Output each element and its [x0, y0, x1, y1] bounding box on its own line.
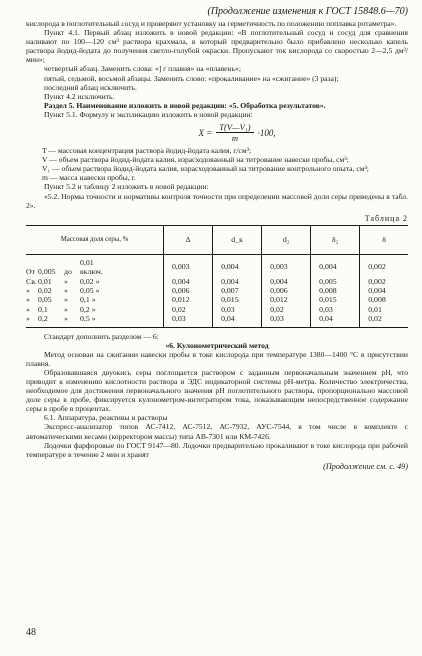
range-part-c: » — [64, 285, 68, 295]
formula-fraction — [216, 122, 253, 143]
range-part-b: 0,2 — [38, 314, 48, 324]
table-header-d2: d₂ — [262, 225, 311, 254]
paragraph-item-5-2: Пункт 5.2 и таблицу 2 изложить в новой редакции: — [44, 182, 209, 192]
table-cell-value: 0,02 — [360, 314, 408, 327]
formula — [66, 122, 408, 143]
range-part-c: » — [64, 314, 68, 324]
paragraph-analyzer: Экспресс-анализатор типов АС-7412, АС-7512, АС-7932, АУС-7544, в том числе в комплекте с автоматическими весами (корректором массы) типа АВ-7301 или КМ-7426. — [26, 422, 408, 441]
range-part-b: 0,1 — [38, 304, 48, 314]
definition-t: T — массовая концентрация раствора йодид-йодата калия, г/см³; — [42, 146, 252, 156]
table-cell-value: 0,008 — [311, 286, 360, 295]
table-cell-value: 0,004 — [311, 254, 360, 276]
table-cell-range — [26, 314, 164, 327]
paragraph-item-5-2-text: «5.2. Нормы точности и нормативы контроля точности при определении массовой доли серы приведены в табл. 2». — [26, 191, 408, 210]
range-part-c: до — [64, 267, 72, 277]
table-cell-value: 0,004 — [213, 277, 262, 286]
range-part-a: » — [26, 295, 30, 305]
range-part-c: » — [64, 276, 68, 286]
table-cell-value: 0,005 — [311, 277, 360, 286]
continuation-note: (Продолжение см. с. 49) — [323, 461, 408, 471]
range-part-c: » — [64, 295, 68, 305]
table-cell-value: 0,007 — [213, 286, 262, 295]
table-header-delta2: δ₂ — [311, 225, 360, 254]
table-header-delta-small: δ — [360, 225, 408, 254]
table-cell-value: 0,012 — [164, 295, 213, 304]
table-cell-value: 0,004 — [164, 277, 213, 286]
range-part-a: » — [26, 314, 30, 324]
table-cell-value: 0,002 — [360, 254, 408, 276]
table-cell-value: 0,03 — [164, 314, 213, 327]
table-row — [26, 254, 408, 276]
table-row — [26, 295, 408, 304]
page-header: (Продолжение изменения к ГОСТ 15848.6—70) — [207, 6, 408, 17]
table-cell-value: 0,004 — [262, 277, 311, 286]
table-header-delta: Δ — [164, 225, 213, 254]
paragraph-add-section: Стандарт дополнить разделом — 6: — [44, 331, 159, 341]
table-cell-value: 0,015 — [311, 295, 360, 304]
range-part-b: 0,005 — [38, 267, 56, 277]
table-cell-value: 0,015 — [213, 295, 262, 304]
table-header-mass-fraction: Массовая доля серы, % — [26, 225, 164, 254]
table-cell-value: 0,02 — [164, 305, 213, 314]
formula-definitions — [26, 146, 408, 182]
table-cell-range — [26, 277, 164, 286]
range-part-d: 0,1 » — [80, 295, 96, 305]
paragraph-fifth-abzac: пятый, седьмой, восьмой абзацы. Заменить слово: «прокаливание» на «сжигание» (3 раза); — [44, 73, 339, 83]
range-part-a: Св. — [26, 276, 37, 286]
paragraph-method-description: Образовавшаяся двуокись серы поглощается раствором с заданным первоначальным значением pH, что приводит к изменению кислотности раствора и ЭДС индикаторной системы pH-метра. Количество электричества, необходимое для достижения первоначального значения pH поглотительного раствора, пропорционально массовой доле серы в пробе, фиксируется кулонометром-интегратором тока, показывающим непосредственное содержание серы в пробе в процентах. — [26, 367, 408, 414]
table-cell-value: 0,03 — [262, 314, 311, 327]
range-part-b: 0,05 — [38, 295, 52, 305]
range-part-d: 0,2 » — [80, 304, 96, 314]
table-cell-value: 0,002 — [360, 277, 408, 286]
paragraph-continuation: кислорода в поглотительный сосуд и проверяют установку на герметичность по положению поплавка ротаметра». — [26, 19, 397, 28]
range-part-a: » — [26, 285, 30, 295]
formula-numerator: T(V—V₁) — [216, 122, 253, 133]
range-part-b: 0,01 — [38, 276, 52, 286]
table-cell-value: 0,03 — [213, 305, 262, 314]
table-cell-range — [26, 286, 164, 295]
table-cell-value: 0,004 — [213, 254, 262, 276]
formula-lhs: X = — [198, 127, 213, 138]
paragraph-method: Метод основан на сжигании навески пробы в токе кислорода при температуре 1380—1400 °C в присутствии плавня. — [26, 349, 408, 368]
range-part-d: 0,5 » — [80, 314, 96, 324]
table-cell-value: 0,008 — [360, 295, 408, 304]
range-part-b: 0,02 — [38, 285, 52, 295]
table-row — [26, 314, 408, 327]
paragraph-boats: Лодочки фарфоровые по ГОСТ 9147—80. Лодочки предварительно прокаливают в токе кислорода при рабочей температуре в течение 2 мин и хранят — [26, 440, 408, 459]
range-part-d: 0,02 » — [80, 276, 100, 286]
range-part-d: 0,01 включ. — [80, 257, 103, 277]
definition-m: m — масса навески пробы, г. — [42, 173, 136, 183]
table-cell-range — [26, 305, 164, 314]
formula-denominator: m — [231, 133, 238, 144]
table-cell-value: 0,03 — [311, 305, 360, 314]
paragraph-item-4-1: Пункт 4.1. Первый абзац изложить в новой редакции: «В поглотительный сосуд и сосуд для сравнения наливают по 100—120 см³ раствора крахмала, в который предварительно было прибавлено несколько капель раствора йодид-йодата до получения светло-голубой окраски. Пропускают ток кислорода со скоростью 2—2,5 дм³/мин»; — [26, 28, 408, 65]
table-cell-value: 0,006 — [262, 286, 311, 295]
table-cell-value: 0,003 — [262, 254, 311, 276]
table-cell-range — [26, 254, 164, 276]
table-cell-value: 0,003 — [164, 254, 213, 276]
table-cell-value: 0,006 — [164, 286, 213, 295]
table-row — [26, 305, 408, 314]
section-6-1-title: 6.1. Аппаратура, реактивы и растворы — [44, 413, 168, 423]
page-number: 48 — [26, 627, 36, 638]
section-6-title: «6. Кулонометрический метод — [165, 340, 269, 350]
definition-v: V — объем раствора йодид-йодата калия, израсходованный на титрование навески пробы, см³; — [42, 155, 349, 165]
table-cell-value: 0,012 — [262, 295, 311, 304]
table-cell-value: 0,02 — [262, 305, 311, 314]
table-cell-value: 0,04 — [311, 314, 360, 327]
paragraph-section-5: Раздел 5. Наименование изложить в новой редакции: «5. Обработка результатов». — [44, 100, 326, 110]
table-header-dk: d_к — [213, 225, 262, 254]
table-cell-value: 0,04 — [213, 314, 262, 327]
paragraph-last-abzac: последний абзац исключить. — [44, 82, 137, 92]
formula-tail: ·100, — [257, 127, 276, 138]
paragraph-fourth-abzac: четвертый абзац. Заменить слова: «] г плавня» на «плавень»; — [44, 64, 241, 74]
range-part-d: 0,05 » — [80, 285, 100, 295]
table-cell-value: 0,004 — [360, 286, 408, 295]
paragraph-item-5-1: Пункт 5.1. Формулу и экспликацию изложить в новой редакции: — [44, 109, 253, 119]
range-part-a: » — [26, 304, 30, 314]
table-header-row — [26, 225, 408, 254]
table-cell-range — [26, 295, 164, 304]
accuracy-table — [26, 225, 408, 328]
range-part-a: От — [26, 267, 36, 277]
table-row — [26, 277, 408, 286]
table-row — [26, 286, 408, 295]
paragraph-item-4-2: Пункт 4.2 исключить. — [44, 91, 115, 101]
range-part-c: » — [64, 304, 68, 314]
table-title: Таблица 2 — [364, 213, 408, 223]
table-cell-value: 0,01 — [360, 305, 408, 314]
definition-v1: V₁ — объем раствора йодид-йодата калия, израсходованный на титрование контрольного опыта, см³; — [42, 164, 369, 174]
